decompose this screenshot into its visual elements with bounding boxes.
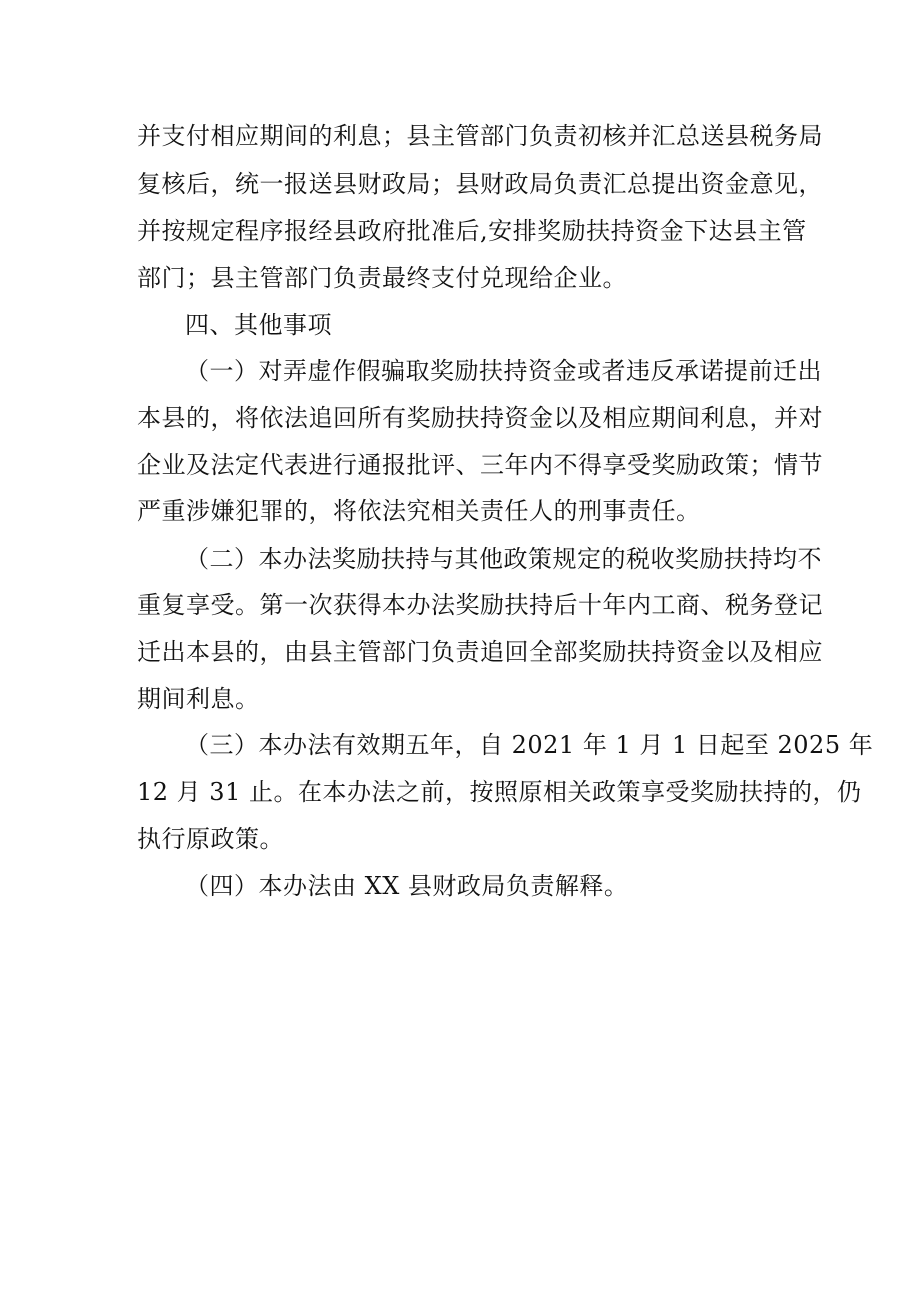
- paragraph-1-line-2: 复核后，统一报送县财政局；县财政局负责汇总提出资金意见，: [137, 170, 823, 198]
- item-4-line-1: （四）本办法由 XX 县财政局负责解释。: [185, 872, 629, 900]
- item-2-line-2: 重复享受。第一次获得本办法奖励扶持后十年内工商、税务登记: [137, 591, 823, 619]
- item-2-line-1: （二）本办法奖励扶持与其他政策规定的税收奖励扶持均不: [185, 545, 822, 573]
- item-1-line-3: 企业及法定代表进行通报批评、三年内不得享受奖励政策；情节: [137, 451, 823, 479]
- item-1-line-4: 严重涉嫌犯罪的，将依法究相关责任人的刑事责任。: [137, 497, 701, 525]
- item-1-line-1: （一）对弄虚作假骗取奖励扶持资金或者违反承诺提前迁出: [185, 357, 822, 385]
- item-3-line-1: （三）本办法有效期五年，自 2021 年 1 月 1 日起至 2025 年: [185, 731, 874, 759]
- paragraph-1-line-4: 部门；县主管部门负责最终支付兑现给企业。: [137, 264, 627, 292]
- paragraph-1-line-3: 并按规定程序报经县政府批准后,安排奖励扶持资金下达县主管: [137, 217, 807, 245]
- item-3-line-2: 12 月 31 止。在本办法之前，按照原相关政策享受奖励扶持的，仍: [137, 778, 862, 806]
- item-3-line-3: 执行原政策。: [137, 825, 284, 853]
- paragraph-1-line-1: 并支付相应期间的利息；县主管部门负责初核并汇总送县税务局: [137, 122, 823, 150]
- item-2-line-4: 期间利息。: [137, 685, 260, 713]
- item-2-line-3: 迁出本县的，由县主管部门负责追回全部奖励扶持资金以及相应: [137, 638, 823, 666]
- item-1-line-2: 本县的，将依法追回所有奖励扶持资金以及相应期间利息，并对: [137, 404, 823, 432]
- section-heading-other-matters: 四、其他事项: [185, 311, 332, 339]
